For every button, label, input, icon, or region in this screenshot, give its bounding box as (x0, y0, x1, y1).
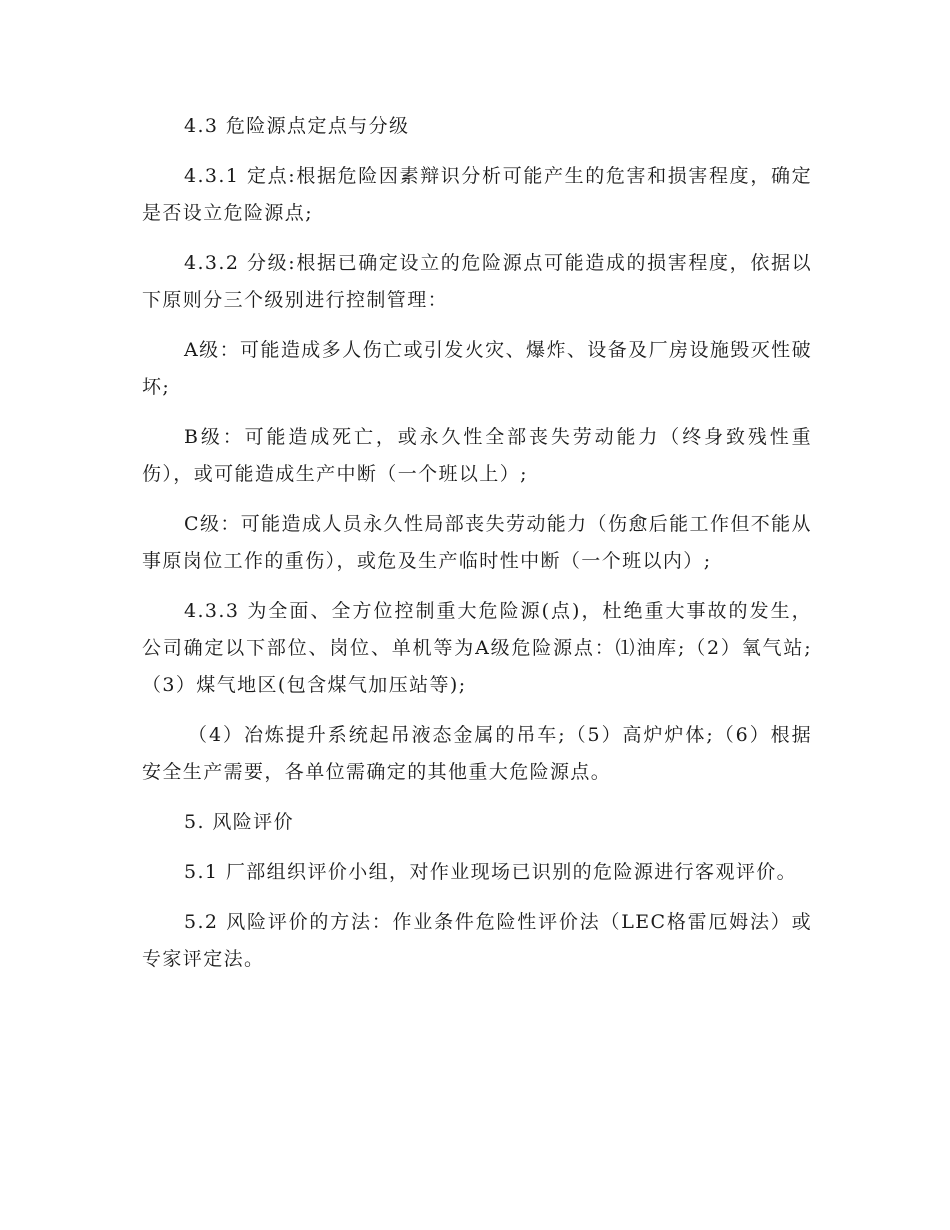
document-page (142, 108, 812, 991)
paragraph-5-2: 5.2 风险评价的方法：作业条件危险性评价法（LEC格雷厄姆法）或专家评定法。 (142, 911, 812, 970)
paragraph-level-a: A级：可能造成多人伤亡或引发火灾、爆炸、设备及厂房设施毁灭性破坏; (142, 339, 812, 398)
paragraph-4-3-3: 4.3.3 为全面、全方位控制重大危险源(点)，杜绝重大事故的发生，公司确定以下部位、岗位、单机等为A级危险源点：⑴油库;（2）氧气站;（3）煤气地区(包含煤气加压站等); (142, 600, 812, 696)
section-heading-4-3: 4.3 危险源点定点与分级 (184, 115, 410, 137)
paragraph-4-3-2: 4.3.2 分级:根据已确定设立的危险源点可能造成的损害程度，依据以下原则分三个级别进行控制管理： (142, 252, 812, 311)
paragraph-level-c: C级：可能造成人员永久性局部丧失劳动能力（伤愈后能工作但不能从事原岗位工作的重伤），或危及生产临时性中断（一个班以内）; (142, 513, 812, 572)
paragraph-4-3-3-continued: （4）冶炼提升系统起吊液态金属的吊车;（5）高炉炉体;（6）根据安全生产需要，各单位需确定的其他重大危险源点。 (142, 724, 812, 783)
section-heading-5: 5. 风险评价 (184, 811, 294, 833)
paragraph-4-3-1: 4.3.1 定点:根据危险因素辩识分析可能产生的危害和损害程度，确定是否设立危险源点; (142, 165, 812, 224)
paragraph-level-b: B级：可能造成死亡，或永久性全部丧失劳动能力（终身致残性重伤），或可能造成生产中断（一个班以上）; (142, 426, 812, 485)
paragraph-5-1: 5.1 厂部组织评价小组，对作业现场已识别的危险源进行客观评价。 (184, 861, 798, 883)
